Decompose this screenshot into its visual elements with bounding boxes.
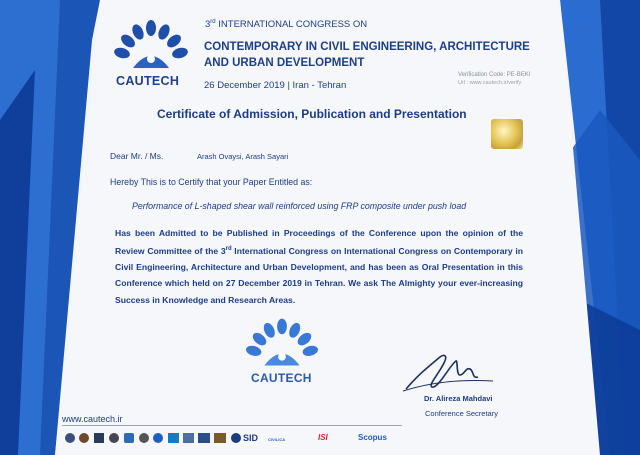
sponsor-logos-strip (64, 429, 394, 447)
signature-icon (398, 345, 498, 395)
center-logo-wordmark: CAUTECH (251, 371, 312, 385)
congress-subtitle: 3rd INTERNATIONAL CONGRESS ON (205, 19, 368, 31)
certificate-body: Has been Admitted to be Published in Proceedings of the Conference upon the opinion of the Review Committee of the 3rd International Congress on International Congress on Contemporary in Civil Engineering, Architecture and Urban Development, and has been as Oral Presentation in this Conference which held on 27 December 2019 in Tehran. We ask The Almighty your ever-increasing Success in Knowledge and Research Areas. (115, 228, 523, 305)
recipient-names: Arash Ovaysi, Arash Sayari (197, 152, 289, 161)
salutation: Dear Mr. / Ms. (110, 151, 164, 161)
certify-line: Hereby This is to Certify that your Paper Entitled as: (110, 177, 313, 187)
logo-wordmark: CAUTECH (116, 74, 180, 88)
hologram-seal-icon (491, 119, 523, 149)
website-link[interactable]: www.cautech.ir (62, 414, 123, 424)
footer-divider (62, 425, 402, 426)
congress-date: 26 December 2019 | Iran - Tehran (204, 80, 347, 91)
sponsor-scopus: Scopus (358, 433, 387, 442)
certificate-title: Certificate of Admission, Publication and Presentation (157, 107, 467, 121)
sponsor-sid: SID (243, 433, 259, 443)
cautech-logo-icon (108, 16, 194, 76)
congress-title: CONTEMPORARY IN CIVIL ENGINEERING, ARCHITECTURE AND URBAN DEVELOPMENT (204, 41, 530, 69)
sponsor-civilica: CIVILICA (268, 437, 286, 442)
signer-name: Dr. Alireza Mahdavi (424, 394, 493, 403)
verification-code: Verification Code: PE-BEKI (458, 72, 531, 78)
paper-title: Performance of L-shaped shear wall reinforced using FRP composite under push load (132, 201, 467, 211)
cautech-center-logo-icon (240, 314, 324, 374)
verification-url: Url : www.cautech.ir/verify (458, 80, 522, 86)
sponsor-isi: ISI (318, 433, 328, 442)
signer-role: Conference Secretary (425, 409, 498, 418)
